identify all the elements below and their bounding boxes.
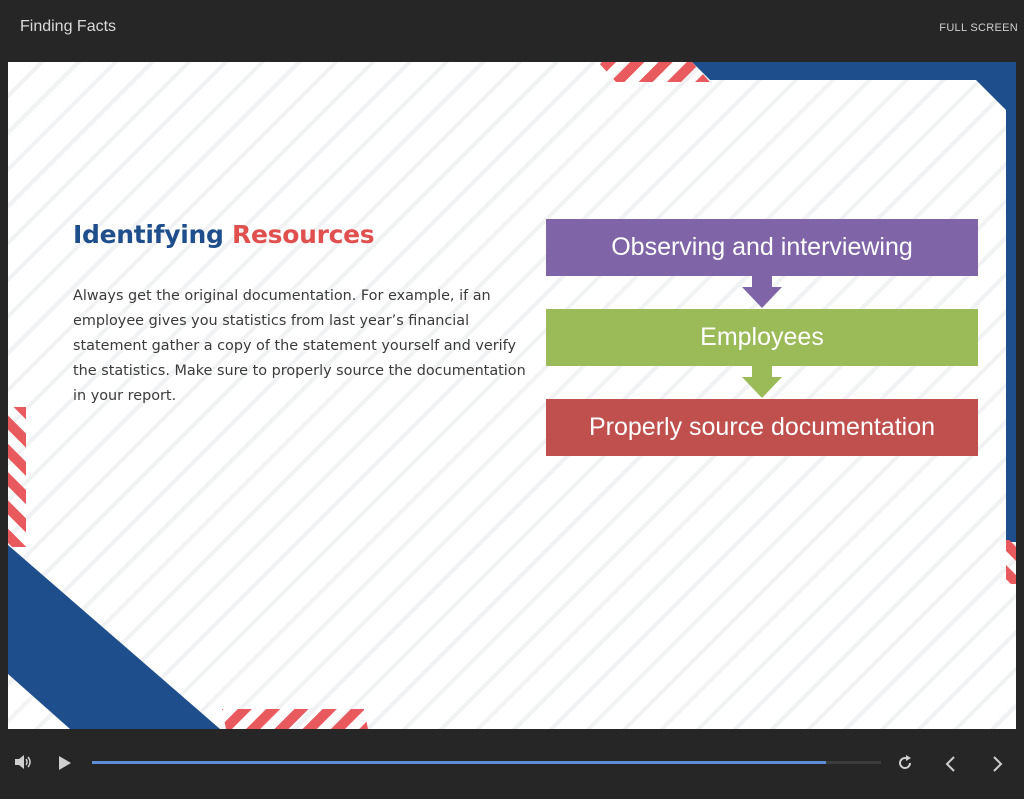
flow-box-observing: Observing and interviewing [546,219,978,276]
previous-icon[interactable] [943,755,957,773]
course-title: Finding Facts [20,18,117,35]
flow-box-employees: Employees [546,309,978,366]
player-controls [0,729,1024,799]
play-icon[interactable] [58,755,72,771]
slide-canvas [8,62,1016,729]
volume-icon[interactable] [14,754,34,770]
progress-bar-fill [92,761,826,764]
flow-arrow-down-icon [742,275,782,308]
flow-box-properly-source: Properly source documentation [546,399,978,456]
replay-icon[interactable] [896,754,914,772]
progress-bar[interactable] [92,761,881,764]
heading-word-identifying: Identifying [73,220,224,249]
flow-arrow-down-icon [742,365,782,398]
next-icon[interactable] [991,755,1005,773]
slide-body-text: Always get the original documentation. For example, if an employee gives you statistics from last year’s financial statement gather a copy of the statement yourself and verify the statistics. Make sure to properly source the documentation in your report. [73,288,526,404]
fullscreen-button[interactable]: FULL SCREEN [939,22,1018,34]
slide-heading [73,220,374,249]
top-bar [0,0,1024,62]
heading-word-resources: Resources [232,220,375,249]
